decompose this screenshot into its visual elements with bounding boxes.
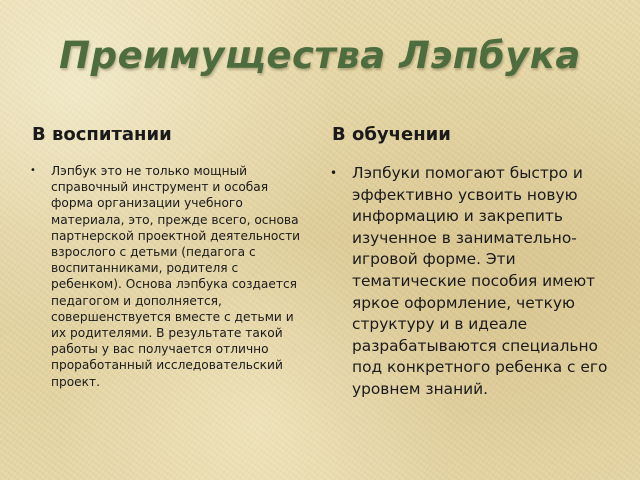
bullet-item bbox=[30, 163, 312, 390]
bullet-icon: • bbox=[30, 165, 36, 176]
bullet-item bbox=[330, 163, 620, 401]
bullet-text: Лэпбуки помогают быстро и эффективно усвоить новую информацию и закрепить изученное в занимательно-игровой форме. Эти тематические пособия имеют яркое оформление, четкую структуру и в идеале разрабатываются специально под конкретного ребенка с его уровнем знаний. bbox=[352, 164, 608, 398]
column-learning bbox=[330, 124, 620, 401]
bullet-list-learning bbox=[330, 163, 620, 401]
bullet-icon: • bbox=[330, 166, 338, 180]
bullet-list-upbringing bbox=[30, 163, 312, 390]
column-heading-upbringing: В воспитании bbox=[32, 124, 172, 145]
column-upbringing bbox=[30, 124, 312, 390]
column-heading-learning: В обучении bbox=[332, 124, 451, 145]
slide-title: Преимущества Лэпбука bbox=[59, 34, 581, 77]
bullet-text: Лэпбук это не только мощный справочный инструмент и особая форма организации учебного материала, это, прежде всего, основа партнерской проектной деятельности взрослого с детьми (педагога с воспитанниками, родителя с ребенком). Основа лэпбука создается педагогом и дополняется, совершенствуется вместе с детьми и их родителями. В результате такой работы у вас получается отлично проработанный исследовательский проект. bbox=[51, 164, 301, 389]
